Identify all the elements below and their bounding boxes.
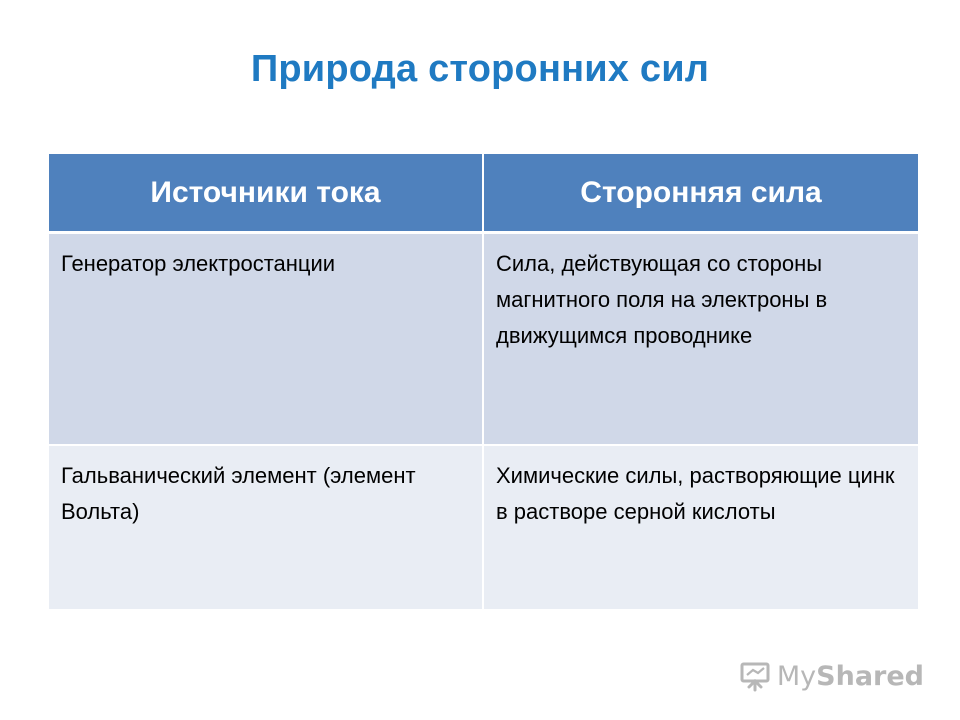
table-row: [49, 445, 918, 609]
watermark-prefix: My: [776, 660, 817, 692]
header-external-force-label: Сторонняя сила: [580, 175, 822, 209]
header-current-sources-label: Источники тока: [150, 175, 381, 209]
cell-text-magnetic-force: Сила, действующая со стороны магнитного поля на электроны в движущимся проводнике: [496, 251, 828, 348]
cell-text-galvanic-element: Гальванический элемент (элемент Вольта): [61, 463, 416, 524]
table-cell: [49, 233, 483, 446]
myshared-watermark: [737, 660, 924, 692]
content-table: [49, 154, 918, 609]
header-current-sources: [49, 154, 483, 233]
header-external-force: [483, 154, 918, 233]
cell-text-chemical-forces: Химические силы, растворяющие цинк в растворе серной кислоты: [496, 463, 895, 524]
table-cell: [49, 445, 483, 609]
table-row: [49, 233, 918, 446]
cell-text-power-generator: Генератор электростанции: [61, 251, 336, 276]
table-cell: [483, 233, 918, 446]
table-cell: [483, 445, 918, 609]
table-header-row: [49, 154, 918, 233]
presentation-board-icon: [737, 660, 773, 692]
slide-title: Природа сторонних сил: [250, 48, 710, 90]
watermark-brand: Shared: [816, 660, 924, 692]
